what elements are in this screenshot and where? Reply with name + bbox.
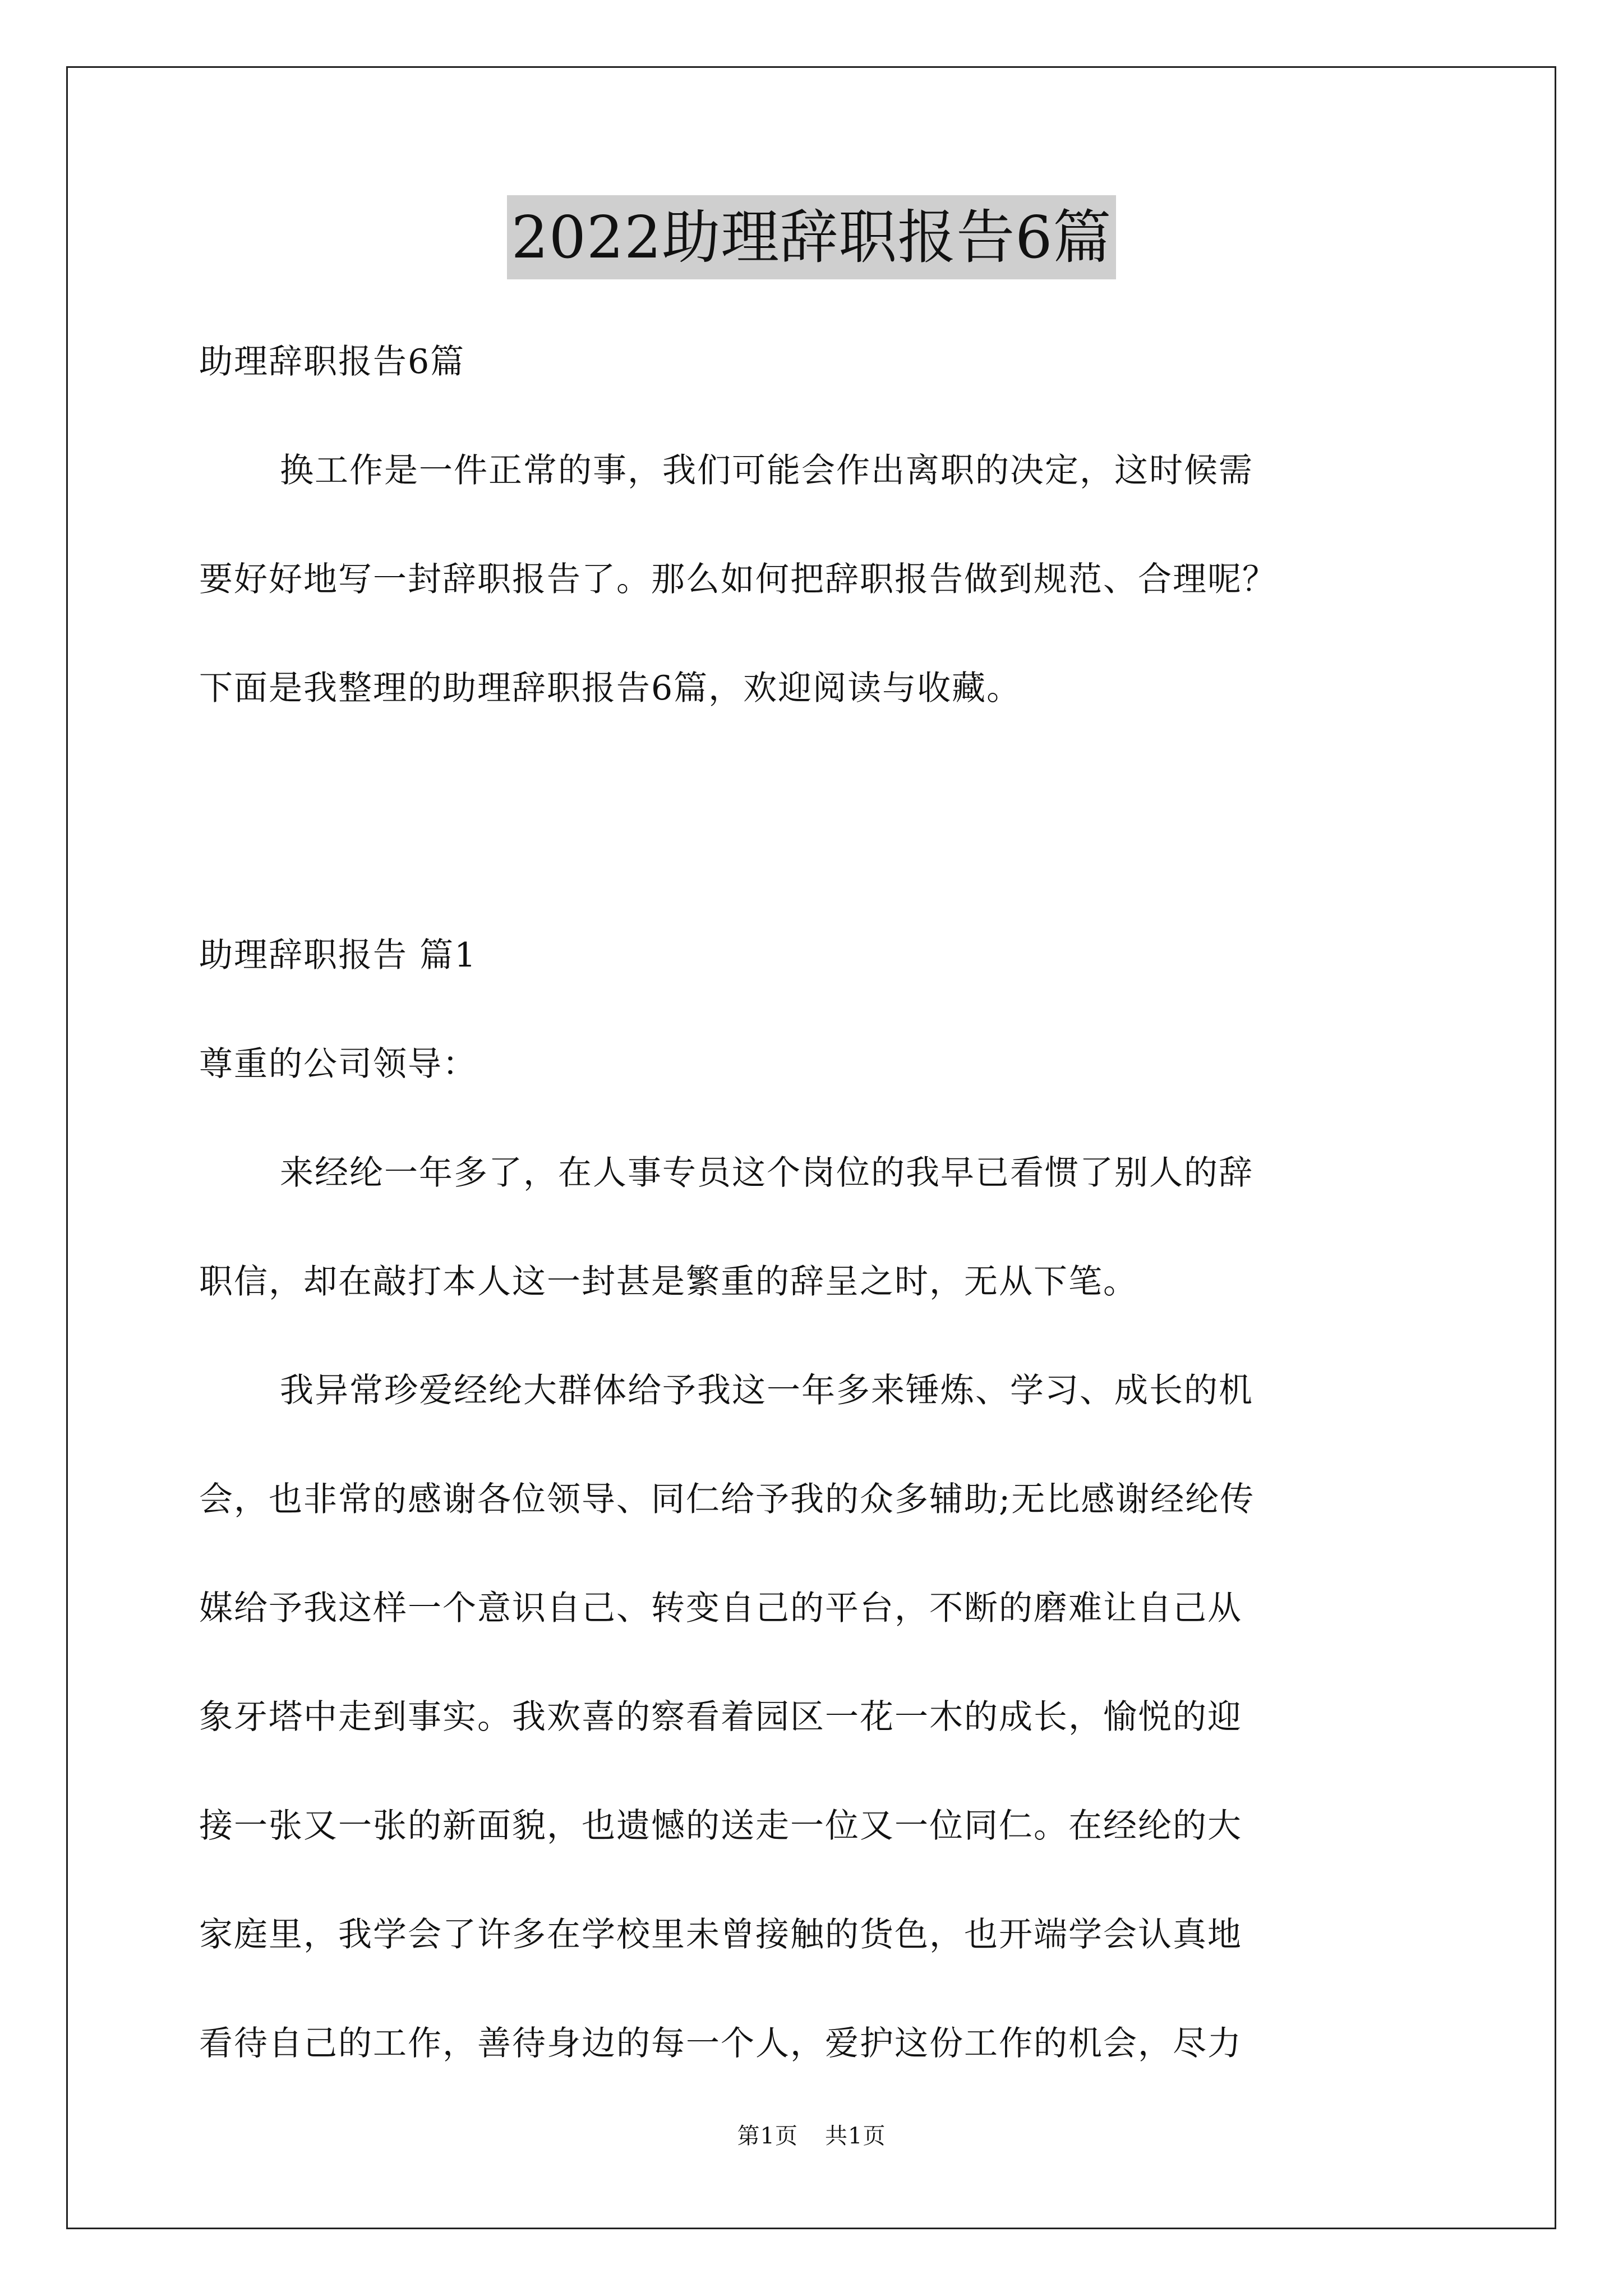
paragraph-line: 我异常珍爱经纶大群体给予我这一年多来锤炼、学习、成长的机 bbox=[280, 1371, 1253, 1410]
paragraph-line: 看待自己的工作，善待身边的每一个人，爱护这份工作的机会，尽力 bbox=[199, 2024, 1242, 2063]
intro-line: 换工作是一件正常的事，我们可能会作出离职的决定，这时候需 bbox=[280, 451, 1253, 490]
page-total: 共1页 bbox=[825, 2123, 886, 2149]
paragraph-line: 会，也非常的感谢各位领导、同仁给予我的众多辅助;无比感谢经纶传 bbox=[199, 1480, 1255, 1519]
paragraph-line: 来经纶一年多了，在人事专员这个岗位的我早已看惯了别人的辞 bbox=[280, 1153, 1253, 1193]
paragraph-line: 接一张又一张的新面貌，也遗憾的送走一位又一位同仁。在经纶的大 bbox=[199, 1806, 1242, 1846]
subtitle: 助理辞职报告6篇 bbox=[199, 342, 465, 381]
document-title: 2022助理辞职报告6篇 bbox=[507, 195, 1117, 279]
salutation: 尊重的公司领导： bbox=[199, 1045, 477, 1084]
page-footer bbox=[0, 2119, 1623, 2153]
paragraph-line: 媒给予我这样一个意识自己、转变自己的平台，不断的磨难让自己从 bbox=[199, 1589, 1242, 1628]
section-heading: 助理辞职报告 篇1 bbox=[199, 936, 477, 975]
document-body bbox=[199, 307, 1433, 2098]
intro-line: 下面是我整理的助理辞职报告6篇，欢迎阅读与收藏。 bbox=[199, 669, 1022, 708]
paragraph-line: 职信，却在敲打本人这一封甚是繁重的辞呈之时，无从下笔。 bbox=[199, 1262, 1138, 1301]
intro-line: 要好好地写一封辞职报告了。那么如何把辞职报告做到规范、合理呢？ bbox=[199, 560, 1277, 599]
paragraph-line: 象牙塔中走到事实。我欢喜的察看着园区一花一木的成长，愉悦的迎 bbox=[199, 1697, 1242, 1737]
paragraph-line: 家庭里，我学会了许多在学校里未曾接触的货色，也开端学会认真地 bbox=[199, 1915, 1242, 1954]
section-spacer bbox=[199, 743, 1433, 901]
page-number: 第1页 bbox=[737, 2123, 798, 2149]
title-container bbox=[0, 195, 1623, 279]
